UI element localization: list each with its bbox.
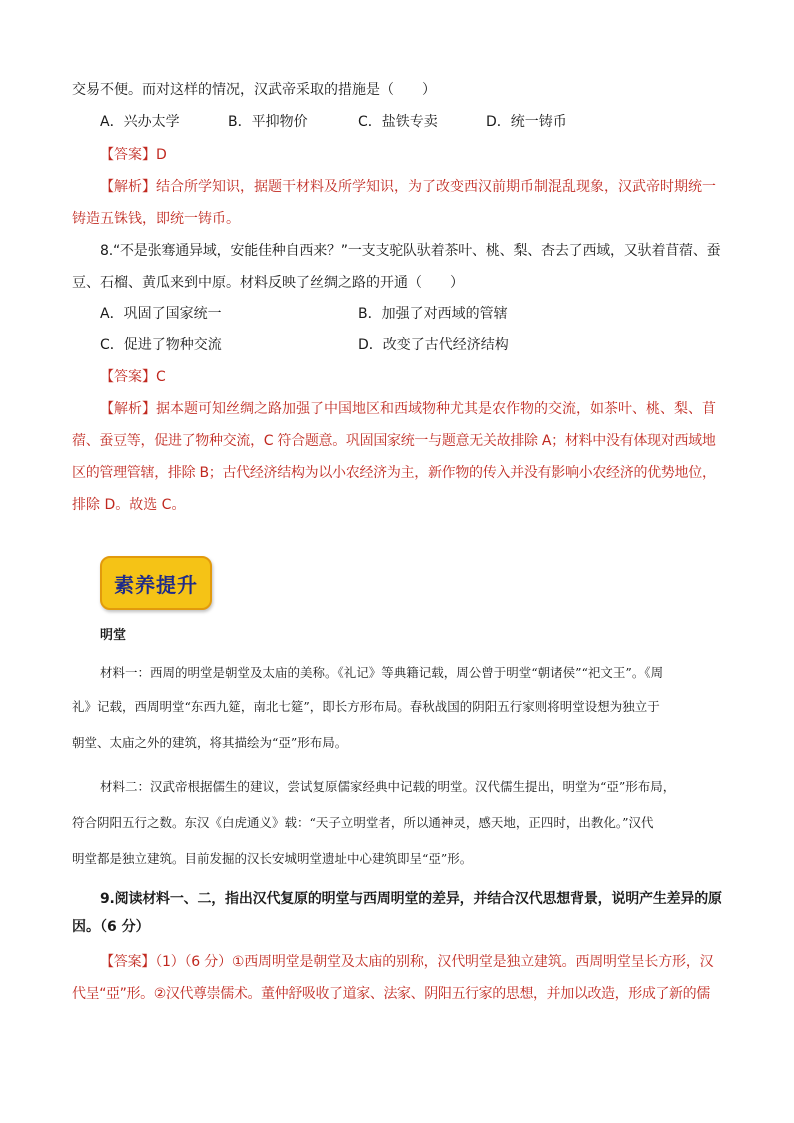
q7-option-c: C．盐铁专卖 (358, 114, 438, 130)
material1-line-1: 材料一：西周的明堂是朝堂及太庙的美称。《礼记》等典籍记载，周公曾于明堂“朝诸侯”“祀文王”。《周 (100, 665, 664, 680)
answer-value: D (156, 147, 167, 163)
material1-line-3: 朝堂、太庙之外的建筑，将其描绘为“亞”形布局。 (72, 735, 348, 750)
analysis-tag: 【解析】 (100, 401, 156, 417)
q7-analysis-line-1 (100, 177, 716, 197)
answer-tag: 【答案】 (100, 954, 156, 970)
material2-line-3: 明堂都是独立建筑。目前发掘的汉长安城明堂遗址中心建筑即呈“亞”形。 (72, 851, 473, 866)
section-badge (100, 556, 212, 610)
q9-stem-line-1: 9.阅读材料一、二，指出汉代复原的明堂与西周明堂的差异，并结合汉代思想背景，说明产生差异的原 (100, 891, 722, 907)
q8-analysis-line-1 (100, 399, 716, 419)
analysis-tag: 【解析】 (100, 179, 156, 195)
q8-option-d: D．改变了古代经济结构 (358, 337, 509, 353)
q7-stem: 交易不便。而对这样的情况，汉武帝采取的措施是（ ） (72, 82, 436, 98)
q8-answer (100, 367, 166, 387)
q8-analysis-line-2: 蓿、蚕豆等，促进了物种交流，C 符合题意。巩固国家统一与题意无关故排除 A；材料中没有体现对西域地 (72, 433, 716, 449)
answer-tag: 【答案】 (100, 369, 156, 385)
q8-analysis-line-4: 排除 D。故选 C。 (72, 497, 186, 513)
material2-line-1: 材料二：汉武帝根据儒生的建议，尝试复原儒家经典中记载的明堂。汉代儒生提出，明堂为“亞”形布局， (100, 779, 676, 794)
answer-tag: 【答案】 (100, 147, 156, 163)
q7-option-d: D．统一铸币 (486, 114, 567, 130)
material2-line-2: 符合阴阳五行之数。东汉《白虎通义》载：“天子立明堂者，所以通神灵，感天地，正四时，出教化。”汉代 (72, 815, 654, 830)
material1-line-2: 礼》记载，西周明堂“东西九筵，南北七筵”，即长方形布局。春秋战国的阴阳五行家则将明堂设想为独立于 (72, 699, 660, 714)
q8-stem-line-2: 豆、石榴、黄瓜来到中原。材料反映了丝绸之路的开通（ ） (72, 275, 464, 291)
section-heading: 明堂 (100, 628, 127, 643)
q7-option-b: B．平抑物价 (228, 114, 308, 130)
q8-stem-line-1: 8.“不是张骞通异域，安能佳种自西来？”一支支驼队驮着茶叶、桃、梨、杏去了西域，又驮着苜蓿、蚕 (100, 243, 721, 259)
analysis-text: 结合所学知识，据题干材料及所学知识，为了改变西汉前期币制混乱现象，汉武帝时期统一 (156, 179, 716, 195)
q8-analysis-line-3: 区的管理管辖，排除 B；古代经济结构为以小农经济为主，新作物的传入并没有影响小农经济的优势地位， (72, 465, 716, 481)
answer-value: C (156, 369, 166, 385)
q9-answer-line-1 (100, 952, 713, 972)
q9-answer-line-2: 代呈“亞”形。②汉代尊崇儒术。董仲舒吸收了道家、法家、阴阳五行家的思想，并加以改造，形成了新的儒 (72, 986, 710, 1002)
q8-option-b: B．加强了对西域的管辖 (358, 306, 508, 322)
section-badge-label: 素养提升 (114, 572, 198, 597)
q9-stem-line-2: 因。（6 分） (72, 919, 150, 935)
analysis-text: 据本题可知丝绸之路加强了中国地区和西域物种尤其是农作物的交流，如茶叶、桃、梨、苜 (156, 401, 716, 417)
q8-option-c: C．促进了物种交流 (100, 337, 222, 353)
answer-text: （1）（6 分）①西周明堂是朝堂及太庙的别称，汉代明堂是独立建筑。西周明堂呈长方形，汉 (155, 954, 714, 970)
q7-option-a: A．兴办太学 (100, 114, 180, 130)
q7-answer (100, 145, 167, 165)
q8-option-a: A．巩固了国家统一 (100, 306, 222, 322)
q7-analysis-line-2: 铸造五铢钱，即统一铸币。 (72, 211, 240, 227)
